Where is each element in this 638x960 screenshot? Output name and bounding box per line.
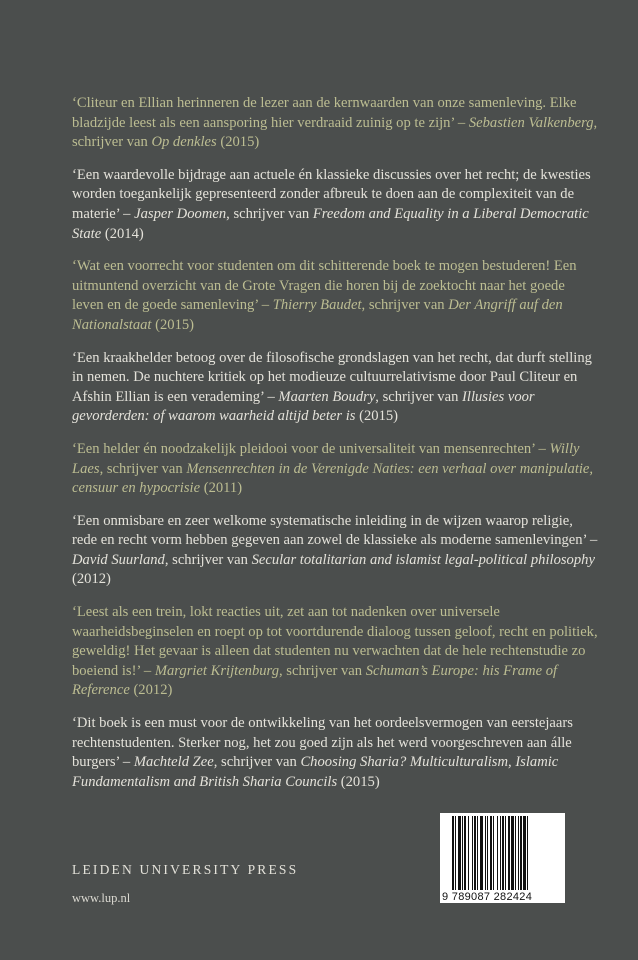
endorsement-quotes xyxy=(72,94,600,805)
quote-italic-text: Schuman’s Europe: his Frame of Reference xyxy=(72,662,558,699)
quote-text: (2012) xyxy=(72,571,111,588)
quote-text: (2014) xyxy=(101,225,144,242)
quote-italic-text: Maarten Boudry xyxy=(278,388,376,405)
quote-italic-text: Thierry Baudet xyxy=(272,297,362,314)
quote-text: , schrijver van xyxy=(213,754,301,771)
quote-paragraph xyxy=(72,257,600,335)
quote-text: , schrijver van xyxy=(164,551,252,568)
quote-text: (2012) xyxy=(129,682,173,699)
quote-text: (2015) xyxy=(337,773,380,790)
quote-italic-text: Choosing Sharia? Multiculturalism, Islamic Fundamentalism and British Sharia Councils xyxy=(72,754,559,790)
quote-italic-text: David Suurland xyxy=(72,551,165,568)
quote-text: ‘Een waardevolle bijdrage aan actuele én klassieke discussies over het recht; de kwesties worden toegankelijk gepresenteerd zonder afbreuk te doen aan de complexiteit van de materie’ – xyxy=(72,166,591,222)
quote-text: ‘Een helder én noodzakelijk pleidooi voor de universaliteit van mensenrechten’ – xyxy=(72,440,550,457)
quote-text: ‘Een kraakhelder betoog over de filosofische grondslagen van het recht, dat durft stelling in nemen. De nuchtere kritiek op het modieuze cultuurrelativisme door Paul Cliteur en Afshin Ellian is een verademing’ – xyxy=(72,349,592,405)
quote-paragraph xyxy=(72,714,600,792)
quote-text: (2015) xyxy=(216,134,260,151)
isbn-barcode xyxy=(440,813,565,903)
quote-text: , schrijver van xyxy=(375,388,463,405)
quote-italic-text: Willy Laes xyxy=(72,440,580,477)
quote-italic-text: Jasper Doomen xyxy=(134,205,227,222)
quote-text: ‘Een onmisbare en zeer welkome systematische inleiding in de wijzen waarop religie, rede en recht vorm hebben gegeven aan zowel de klassieke als moderne samenlevingen’ – xyxy=(72,512,598,549)
quote-paragraph xyxy=(72,349,600,427)
quote-text: ‘Dit boek is een must voor de ontwikkeling van het oordeelsvermogen van eerstejaars rechtenstudenten. Sterker nog, het zou goed zijn als het werd voorgeschreven aan álle burgers’ – xyxy=(72,715,573,771)
quote-text: , schrijver van xyxy=(279,662,366,679)
publisher-url: www.lup.nl xyxy=(72,891,131,905)
barcode-bar xyxy=(528,816,530,890)
quote-text: (2011) xyxy=(200,480,243,497)
quote-paragraph xyxy=(72,94,600,153)
quote-paragraph xyxy=(72,603,600,701)
quote-text: (2015) xyxy=(151,316,195,333)
quote-text: ‘Wat een voorrecht voor studenten om dit schitterende boek te mogen bestuderen! Een uitmuntend overzicht van de Grote Vragen die horen bij de zoektocht naar het goede leven en de goede samenleving’ – xyxy=(72,258,577,314)
quote-italic-text: Mensenrechten in de Verenigde Naties: een verhaal over manipulatie, censuur en hypocrisie xyxy=(72,460,594,497)
quote-italic-text: Illusies voor gevorderden: of waarom waarheid altijd beter is xyxy=(72,388,535,425)
publisher-name: LEIDEN UNIVERSITY PRESS xyxy=(72,862,299,877)
quote-italic-text: Freedom and Equality in a Liberal Democratic State xyxy=(72,205,589,242)
quote-text: , schrijver van xyxy=(361,297,449,314)
quote-italic-text: Der Angriff auf den Nationalstaat xyxy=(72,297,563,333)
quote-paragraph xyxy=(72,440,600,499)
quote-text: , schrijver van xyxy=(226,205,313,222)
quote-text: ‘Cliteur en Ellian herinneren de lezer aan de kernwaarden van onze samenleving. Elke bladzijde leest als een aansporing hier verdraaid zuinig op te zijn’ – xyxy=(72,95,577,131)
quote-paragraph xyxy=(72,512,600,590)
quote-paragraph xyxy=(72,166,600,244)
isbn-number: 9 789087 282424 xyxy=(442,891,533,903)
quote-italic-text: Margriet Krijtenburg xyxy=(154,662,279,679)
quote-text: (2015) xyxy=(355,408,399,425)
quote-text: ‘Leest als een trein, lokt reacties uit, zet aan tot nadenken over universele waarheidsbeginselen en roept op tot voortdurende dialoog tussen geloof, recht en politiek, geweldig! Het gevaar is alleen dat studenten nu verwachten dat de hele rechtenstudie zo boeiend is!’ – xyxy=(72,604,598,679)
quote-italic-text: Sebastien Valkenberg xyxy=(468,114,594,131)
quote-text: , schrijver van xyxy=(72,114,598,151)
quote-text: , schrijver van xyxy=(99,460,187,477)
quote-italic-text: Secular totalitarian and islamist legal-political philosophy xyxy=(251,551,595,568)
barcode-bars xyxy=(452,816,556,890)
quote-italic-text: Op denkles xyxy=(151,134,217,151)
quote-italic-text: Machteld Zee xyxy=(133,754,214,771)
